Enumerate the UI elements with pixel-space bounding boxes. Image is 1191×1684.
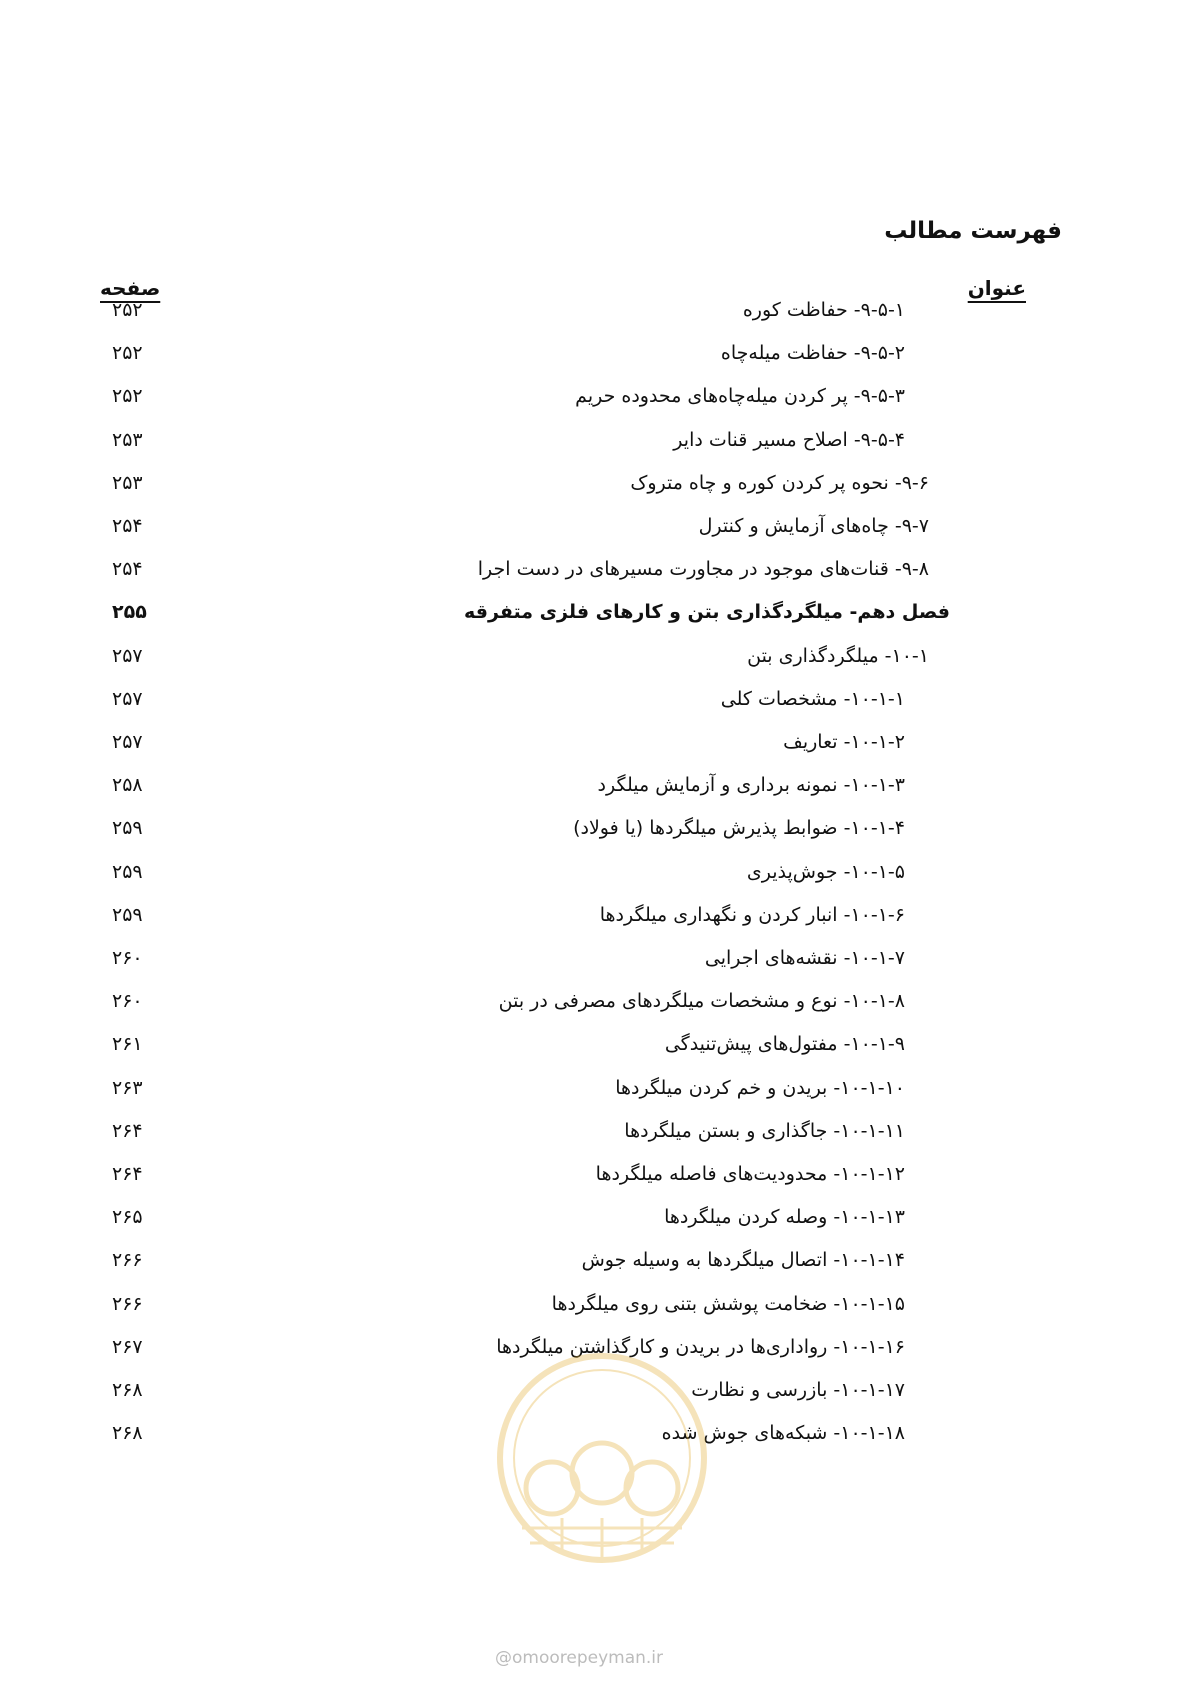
toc-entry-page-number: ۲۵۵ <box>112 601 147 624</box>
toc-entry-title: ۱۰-۱-۱۳- وصله کردن میلگردها <box>664 1206 905 1229</box>
toc-entry-page-number: ۲۶۷ <box>112 1335 143 1358</box>
toc-entry-title: ۱۰-۱-۴- ضوابط پذیرش میلگردها (یا فولاد) <box>573 817 905 840</box>
toc-entry-title: ۱۰-۱-۱۲- محدودیت‌های فاصله میلگردها <box>595 1163 905 1185</box>
toc-entry-page-number: ۲۵۳ <box>112 471 143 494</box>
toc-entry-title: فصل دهم- میلگردگذاری بتن و کارهای فلزی متفرقه <box>464 601 950 624</box>
toc-entry-title: ۱۰-۱-۱۵- ضخامت پوشش بتنی روی میلگردها <box>551 1292 905 1315</box>
toc-entry-page-number: ۲۶۱ <box>112 1033 143 1056</box>
toc-entry-page-number: ۲۶۵ <box>112 1206 143 1229</box>
toc-entry-title: ۹-۵-۴- اصلاح مسیر قنات دایر <box>673 428 905 451</box>
toc-row <box>0 1413 1191 1453</box>
toc-entry-page-number: ۲۵۳ <box>112 428 143 451</box>
toc-row <box>0 636 1191 676</box>
toc-entry-title: ۱۰-۱-۱۷- بازرسی و نظارت <box>691 1379 905 1401</box>
toc-entry-title: ۱۰-۱-۲- تعاریف <box>783 731 905 753</box>
toc-entry-title: ۱۰-۱-۶- انبار کردن و نگهداری میلگردها <box>599 903 905 926</box>
toc-row <box>0 463 1191 503</box>
toc-row <box>0 1068 1191 1108</box>
toc-row <box>0 333 1191 373</box>
toc-entry-page-number: ۲۶۴ <box>112 1119 143 1142</box>
toc-entry-title: ۱۰-۱-۹- مفتول‌های پیش‌تنیدگی <box>664 1033 905 1056</box>
toc-entry-page-number: ۲۶۸ <box>112 1379 143 1401</box>
toc-entry-title: ۹-۵-۲- حفاظت میله‌چاه <box>720 342 905 365</box>
toc-entry-title: ۹-۶- نحوه پر کردن کوره و چاه متروک <box>630 471 929 494</box>
toc-row <box>0 938 1191 978</box>
page-column-header: صفحه <box>100 276 161 300</box>
toc-row <box>0 290 1191 330</box>
toc-entry-title: ۱۰-۱-۱۰- بریدن و خم کردن میلگردها <box>615 1076 905 1099</box>
toc-entry-page-number: ۲۶۸ <box>112 1422 143 1445</box>
toc-entry-page-number: ۲۶۶ <box>112 1292 143 1315</box>
toc-entry-title: ۱۰-۱-۱- مشخصات کلی <box>720 687 905 710</box>
toc-entry-title: ۱۰-۱-۸- نوع و مشخصات میلگردهای مصرفی در بتن <box>498 990 905 1013</box>
toc-entry-page-number: ۲۵۷ <box>112 687 143 710</box>
toc-title: فهرست مطالب <box>884 218 1062 244</box>
toc-chapter-row <box>0 592 1191 632</box>
toc-entry-page-number: ۲۵۷ <box>112 731 143 753</box>
toc-entry-title: ۱۰-۱-۷- نقشه‌های اجرایی <box>704 947 905 969</box>
toc-entry-page-number: ۲۵۲ <box>112 342 143 365</box>
toc-entry-title: ۹-۵-۳- پر کردن میله‌چاه‌های محدوده حریم <box>575 385 905 408</box>
toc-row <box>0 808 1191 848</box>
toc-entry-title: ۱۰-۱-۳- نمونه برداری و آزمایش میلگرد <box>597 774 905 797</box>
toc-entry-title: ۹-۵-۱- حفاظت کوره <box>742 299 905 321</box>
toc-row <box>0 1284 1191 1324</box>
toc-row <box>0 1111 1191 1151</box>
toc-row <box>0 1154 1191 1194</box>
toc-row <box>0 549 1191 589</box>
toc-entry-title: ۹-۸- قنات‌های موجود در مجاورت مسیرهای در دست اجرا <box>477 558 929 581</box>
toc-entry-title: ۱۰-۱-۵- جوش‌پذیری <box>746 860 905 883</box>
toc-row <box>0 981 1191 1021</box>
toc-entry-title: ۱۰-۱-۱۸- شبکه‌های جوش شده <box>661 1422 905 1445</box>
toc-entry-page-number: ۲۶۰ <box>112 990 143 1013</box>
toc-row <box>0 765 1191 805</box>
toc-entry-page-number: ۲۵۹ <box>112 817 143 840</box>
toc-entry-page-number: ۲۵۲ <box>112 299 143 321</box>
toc-entry-title: ۱۰-۱-۱۱- جاگذاری و بستن میلگردها <box>624 1119 905 1142</box>
toc-entry-page-number: ۲۵۹ <box>112 903 143 926</box>
toc-entry-title: ۱۰-۱-۱۶- رواداری‌ها در بریدن و کارگذاشتن میلگردها <box>496 1335 905 1358</box>
toc-row <box>0 420 1191 460</box>
toc-row <box>0 852 1191 892</box>
toc-entry-title: ۱۰-۱- میلگردگذاری بتن <box>747 644 929 667</box>
toc-row <box>0 679 1191 719</box>
title-column-header: عنوان <box>967 276 1026 300</box>
toc-entry-title: ۱۰-۱-۱۴- اتصال میلگردها به وسیله جوش <box>581 1249 905 1272</box>
toc-entry-page-number: ۲۵۹ <box>112 860 143 883</box>
toc-row <box>0 1370 1191 1410</box>
toc-entry-page-number: ۲۶۰ <box>112 947 143 969</box>
toc-row <box>0 1240 1191 1280</box>
toc-entry-title: ۹-۷- چاه‌های آزمایش و کنترل <box>698 515 929 537</box>
toc-entry-page-number: ۲۵۸ <box>112 774 143 797</box>
toc-entry-page-number: ۲۵۴ <box>112 558 143 581</box>
watermark-url: @omoorepeyman.ir <box>495 1648 664 1668</box>
toc-row <box>0 895 1191 935</box>
toc-row <box>0 506 1191 546</box>
toc-row <box>0 376 1191 416</box>
toc-entry-page-number: ۲۵۷ <box>112 644 143 667</box>
toc-row <box>0 1024 1191 1064</box>
toc-entry-page-number: ۲۶۳ <box>112 1076 143 1099</box>
toc-entry-page-number: ۲۶۶ <box>112 1249 143 1272</box>
toc-row <box>0 722 1191 762</box>
toc-entry-page-number: ۲۵۴ <box>112 515 143 537</box>
toc-entry-page-number: ۲۵۲ <box>112 385 143 408</box>
toc-row <box>0 1197 1191 1237</box>
toc-entry-page-number: ۲۶۴ <box>112 1163 143 1185</box>
toc-row <box>0 1327 1191 1367</box>
